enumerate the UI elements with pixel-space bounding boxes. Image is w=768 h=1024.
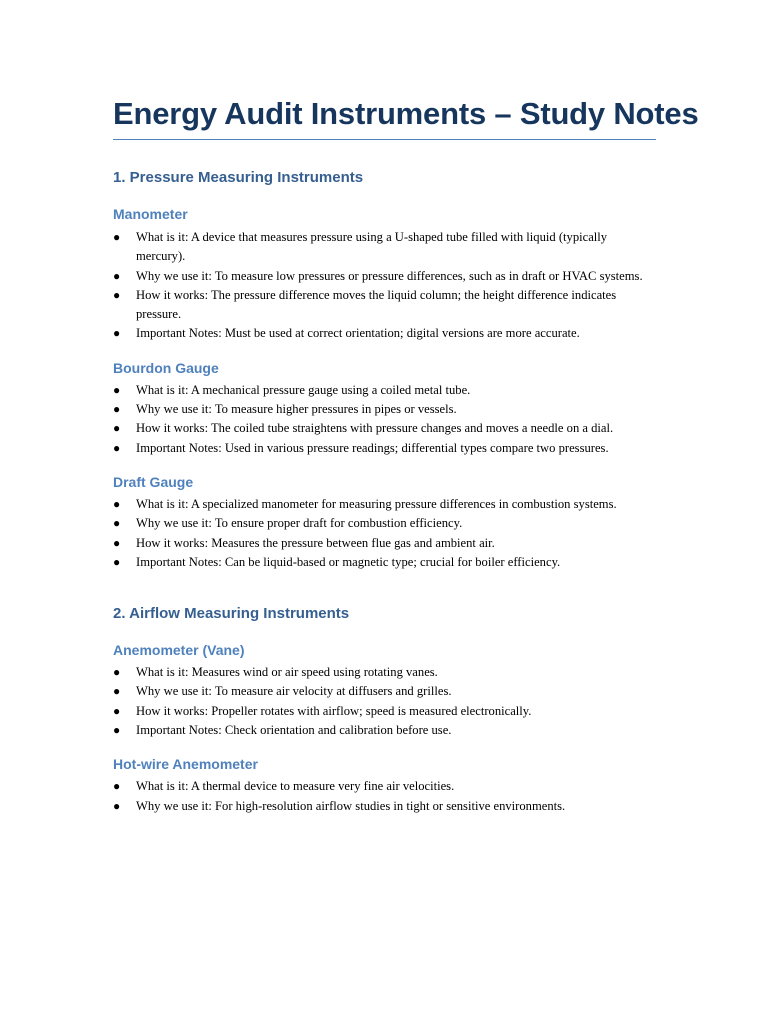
list-item: ● Why we use it: For high-resolution airflow studies in tight or sensitive environments. bbox=[113, 797, 656, 816]
list-item: ● What is it: A thermal device to measure very fine air velocities. bbox=[113, 777, 656, 796]
bullet-list bbox=[113, 228, 656, 344]
list-item: ● What is it: A specialized manometer for measuring pressure differences in combustion systems. bbox=[113, 495, 656, 514]
bullet-icon: ● bbox=[113, 421, 121, 436]
list-item: ● Why we use it: To measure higher pressures in pipes or vessels. bbox=[113, 400, 656, 419]
bullet-list bbox=[113, 495, 656, 572]
bullet-icon: ● bbox=[113, 268, 121, 283]
list-item: ● How it works: Propeller rotates with airflow; speed is measured electronically. bbox=[113, 702, 656, 721]
bullet-icon: ● bbox=[113, 496, 121, 511]
document-page bbox=[113, 94, 699, 816]
list-item: ● Why we use it: To measure air velocity at diffusers and grilles. bbox=[113, 682, 656, 701]
bullet-list bbox=[113, 777, 656, 816]
bullet-icon: ● bbox=[113, 684, 121, 699]
section-heading: 1. Pressure Measuring Instruments bbox=[113, 169, 364, 186]
list-item: ● How it works: The pressure difference moves the liquid column; the height difference indicates pressure. bbox=[113, 287, 617, 322]
list-item: ● Important Notes: Must be used at correct orientation; digital versions are more accurate. bbox=[113, 324, 656, 343]
list-item: ● How it works: Measures the pressure between flue gas and ambient air. bbox=[113, 534, 656, 553]
section-heading: 2. Airflow Measuring Instruments bbox=[113, 605, 350, 623]
list-item: ● Why we use it: To ensure proper draft for combustion efficiency. bbox=[113, 514, 656, 533]
list-item: ● Why we use it: To measure low pressures or pressure differences, such as in draft or HVAC systems. bbox=[113, 267, 656, 286]
instrument-heading: Bourdon Gauge bbox=[113, 359, 219, 376]
list-item: ● Important Notes: Check orientation and calibration before use. bbox=[113, 721, 656, 740]
list-item: ● Important Notes: Used in various pressure readings; differential types compare two pressures. bbox=[113, 439, 656, 458]
bullet-icon: ● bbox=[113, 516, 121, 531]
document-title: Energy Audit Instruments – Study Notes bbox=[113, 96, 699, 131]
instrument-heading: Hot-wire Anemometer bbox=[113, 756, 258, 773]
bullet-icon: ● bbox=[113, 382, 121, 397]
list-item: ● What is it: A mechanical pressure gauge using a coiled metal tube. bbox=[113, 381, 656, 400]
bullet-icon: ● bbox=[113, 703, 121, 718]
bullet-icon: ● bbox=[113, 665, 121, 680]
title-underline bbox=[113, 139, 656, 140]
bullet-icon: ● bbox=[113, 440, 121, 455]
bullet-icon: ● bbox=[113, 535, 121, 550]
bullet-list bbox=[113, 663, 656, 740]
bullet-icon: ● bbox=[113, 554, 121, 569]
bullet-icon: ● bbox=[113, 798, 121, 813]
list-item: ● What is it: A device that measures pressure using a U-shaped tube filled with liquid (typically mercury). bbox=[113, 230, 608, 264]
bullet-list bbox=[113, 381, 656, 458]
instrument-heading: Anemometer (Vane) bbox=[113, 642, 245, 659]
bullet-icon: ● bbox=[113, 326, 121, 341]
bullet-icon: ● bbox=[113, 287, 121, 302]
list-item: ● What is it: Measures wind or air speed using rotating vanes. bbox=[113, 663, 656, 682]
bullet-icon: ● bbox=[113, 779, 121, 794]
bullet-icon: ● bbox=[113, 402, 121, 417]
bullet-icon: ● bbox=[113, 230, 121, 244]
bullet-icon: ● bbox=[113, 723, 121, 738]
instrument-heading: Manometer bbox=[113, 206, 188, 222]
list-item: ● Important Notes: Can be liquid-based or magnetic type; crucial for boiler efficiency. bbox=[113, 553, 656, 572]
instrument-heading: Draft Gauge bbox=[113, 473, 194, 490]
list-item: ● How it works: The coiled tube straightens with pressure changes and moves a needle on a dial. bbox=[113, 419, 656, 438]
